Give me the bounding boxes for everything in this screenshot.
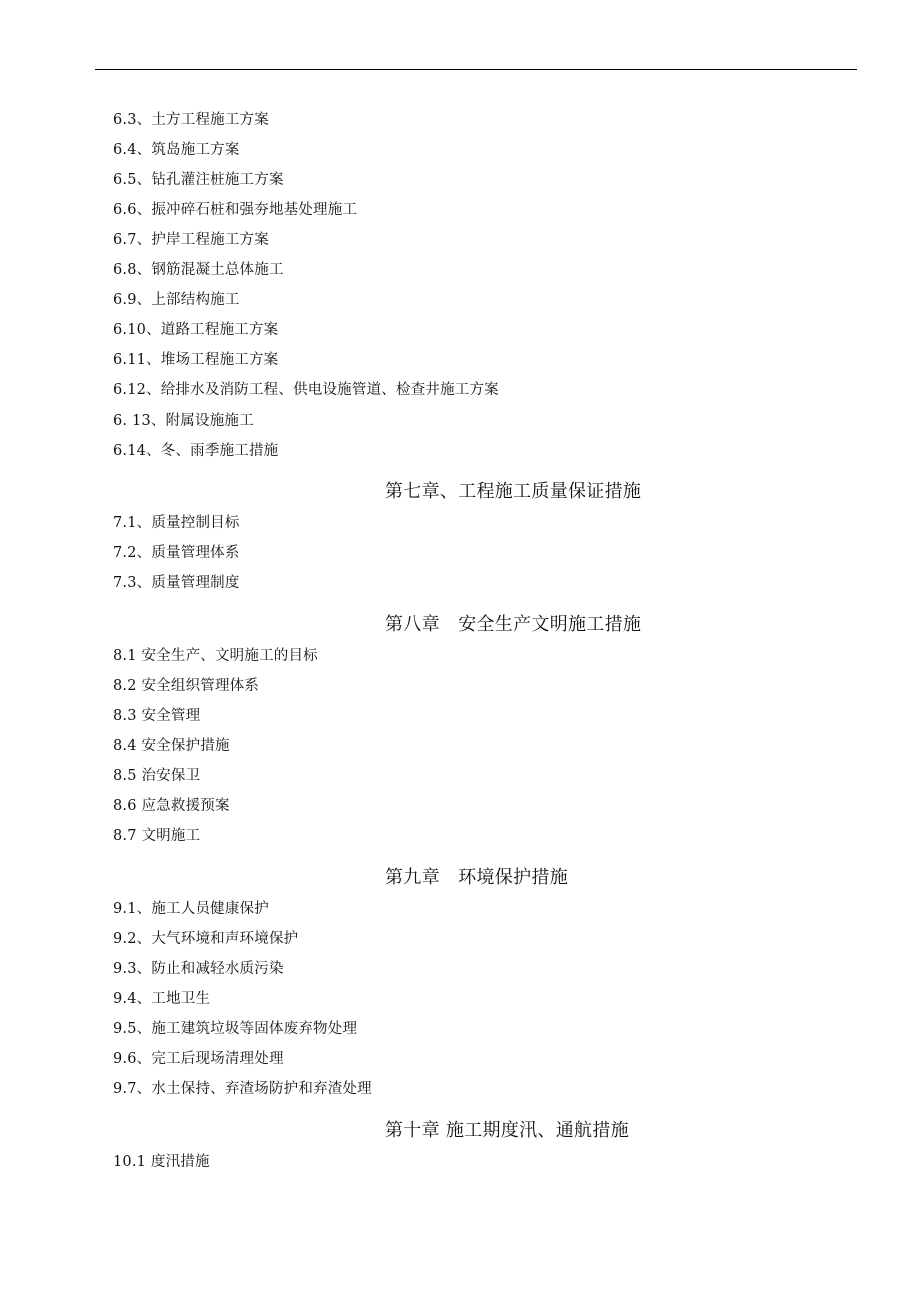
toc-entry-7-1: 7.1、质量控制目标 (113, 515, 240, 531)
toc-entry-6-12: 6.12、给排水及消防工程、供电设施管道、检查井施工方案 (113, 382, 499, 398)
toc-entry-6-6: 6.6、振冲碎石桩和强夯地基处理施工 (113, 202, 358, 218)
toc-entry-6-3: 6.3、土方工程施工方案 (113, 112, 269, 128)
toc-entry-8-6: 8.6 应急救援预案 (113, 798, 230, 814)
toc-entry-9-5: 9.5、施工建筑垃圾等固体废弃物处理 (113, 1021, 358, 1037)
toc-entry-9-6: 9.6、完工后现场清理处理 (113, 1051, 284, 1067)
toc-entry-6-5: 6.5、钻孔灌注桩施工方案 (113, 172, 284, 188)
toc-entry-9-3: 9.3、防止和减轻水质污染 (113, 961, 284, 977)
toc-entry-8-3: 8.3 安全管理 (113, 708, 201, 724)
toc-entry-8-7: 8.7 文明施工 (113, 828, 201, 844)
toc-entry-9-1: 9.1、施工人员健康保护 (113, 901, 269, 917)
toc-entry-9-4: 9.4、工地卫生 (113, 991, 211, 1007)
toc-entry-6-11: 6.11、堆场工程施工方案 (113, 352, 279, 368)
chapter-8-heading: 第八章 安全生产文明施工措施 (385, 614, 642, 635)
toc-entry-6-7: 6.7、护岸工程施工方案 (113, 232, 269, 248)
toc-entry-6-8: 6.8、钢筋混凝土总体施工 (113, 262, 284, 278)
toc-entry-7-2: 7.2、质量管理体系 (113, 545, 240, 561)
toc-entry-10-1: 10.1 度汛措施 (113, 1154, 210, 1170)
toc-entry-6-4: 6.4、筑岛施工方案 (113, 142, 240, 158)
toc-entry-7-3: 7.3、质量管理制度 (113, 575, 240, 591)
toc-entry-6-10: 6.10、道路工程施工方案 (113, 322, 279, 338)
toc-entry-8-5: 8.5 治安保卫 (113, 768, 201, 784)
toc-entry-9-7: 9.7、水土保持、弃渣场防护和弃渣处理 (113, 1081, 372, 1097)
toc-entry-6-14: 6.14、冬、雨季施工措施 (113, 443, 279, 459)
chapter-9-heading: 第九章 环境保护措施 (385, 867, 568, 888)
toc-entry-8-4: 8.4 安全保护措施 (113, 738, 230, 754)
toc-entry-8-2: 8.2 安全组织管理体系 (113, 678, 260, 694)
header-rule (95, 69, 857, 70)
chapter-10-heading: 第十章 施工期度汛、通航措施 (385, 1120, 629, 1141)
toc-entry-9-2: 9.2、大气环境和声环境保护 (113, 931, 299, 947)
toc-entry-6-9: 6.9、上部结构施工 (113, 292, 240, 308)
toc-entry-6-13: 6. 13、附属设施施工 (113, 413, 254, 429)
chapter-7-heading: 第七章、工程施工质量保证措施 (385, 481, 642, 502)
toc-entry-8-1: 8.1 安全生产、文明施工的目标 (113, 648, 318, 664)
